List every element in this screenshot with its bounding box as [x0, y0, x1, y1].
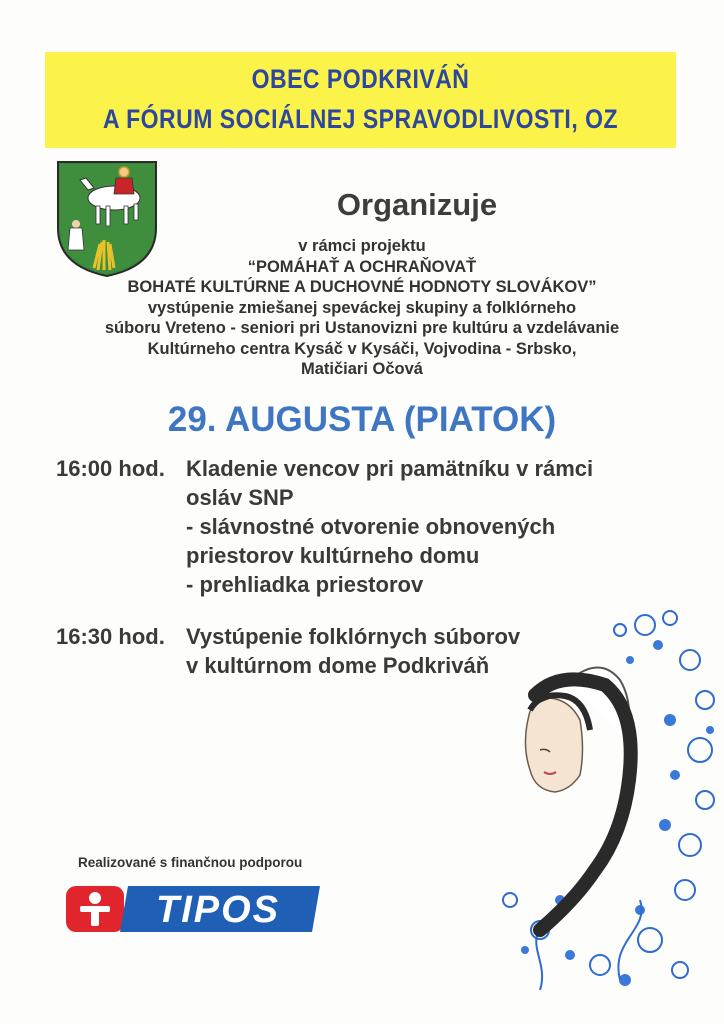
program-line: Vystúpenie folklórnych súborov [186, 624, 521, 649]
program-line: - slávnostné otvorenie obnovených [186, 514, 556, 539]
tipos-wordmark: TIPOS [155, 889, 281, 931]
program-line: - prehliadka priestorov [186, 572, 424, 597]
intro-line: “POMÁHAŤ A OCHRAŇOVAŤ [247, 257, 477, 276]
intro-text [30, 236, 694, 380]
intro-line: Kultúrneho centra Kysáč v Kysáči, Vojvodina - Srbsko, [147, 339, 577, 358]
banner-title-line2: A FÓRUM SOCIÁLNEJ SPRAVODLIVOSTI, OZ [102, 103, 619, 134]
program-line: v kultúrnom dome Podkriváň [186, 653, 490, 678]
organizer-heading: Organizuje [336, 187, 498, 222]
header-banner [45, 52, 676, 148]
intro-line: vystúpenie zmiešanej speváckej skupiny a folklórneho [147, 298, 577, 317]
banner-title-line1: OBEC PODKRIVÁŇ [251, 63, 470, 94]
program-line: priestorov kultúrneho domu [186, 543, 480, 568]
program-line: osláv SNP [186, 485, 294, 510]
intro-line: Matičiari Očová [301, 360, 423, 378]
program-time: 16:00 hod. [56, 456, 165, 481]
support-text: Realizované s finančnou podporou [78, 855, 303, 870]
event-date: 29. AUGUSTA (PIATOK) [167, 400, 557, 439]
folk-girl-illustration-icon [420, 600, 720, 1000]
intro-line: v rámci projektu [298, 237, 426, 255]
program-time: 16:30 hod. [56, 624, 165, 649]
intro-line: súboru Vreteno - seniori pri Ustanovizni pre kultúru a vzdelávanie [104, 319, 620, 337]
program-line: Kladenie vencov pri pamätníku v rámci [186, 456, 594, 481]
intro-line: BOHATÉ KULTÚRNE A DUCHOVNÉ HODNOTY SLOVÁKOV” [127, 278, 597, 296]
program-item [56, 454, 676, 599]
tipos-logo-icon [66, 884, 320, 934]
